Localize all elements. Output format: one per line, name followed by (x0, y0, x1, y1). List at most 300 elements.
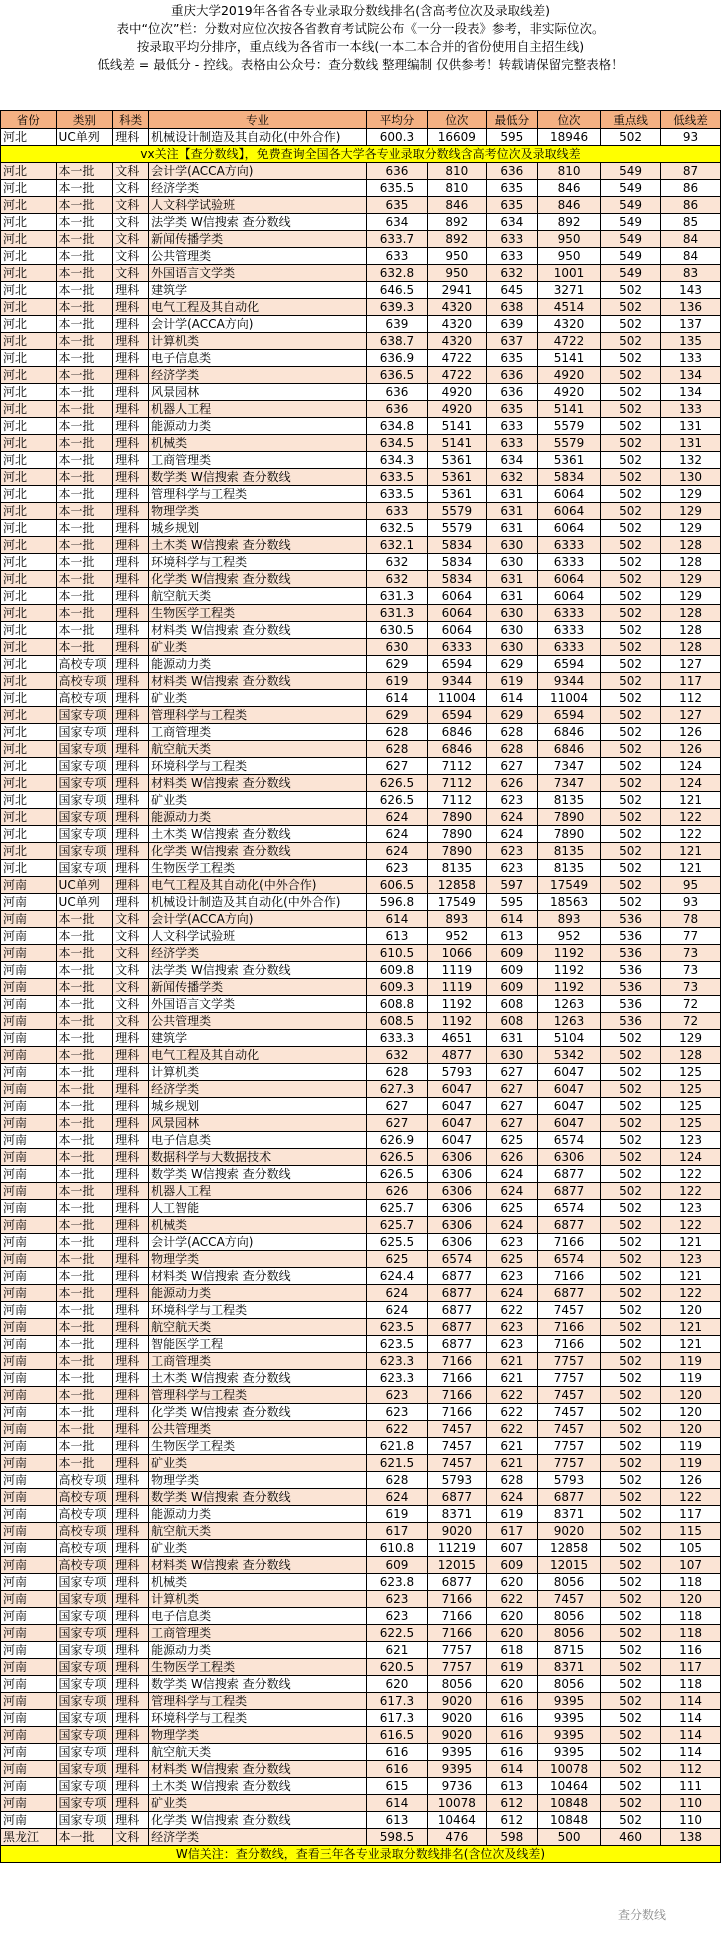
cell-diff: 120 (661, 1387, 721, 1404)
cell-avg-score: 600.3 (366, 129, 427, 146)
cell-category: 本一批 (56, 622, 113, 639)
cell-min-rank: 7457 (537, 1591, 600, 1608)
cell-track: 理科 (113, 1744, 149, 1761)
cell-min-rank: 4320 (537, 316, 600, 333)
cell-category: 本一批 (56, 1234, 113, 1251)
cell-key-line: 502 (601, 1795, 661, 1812)
cell-min-rank: 500 (537, 1829, 600, 1846)
cell-major: 机械类 (149, 435, 367, 452)
cell-avg-rank: 7757 (427, 1642, 486, 1659)
table-row (1, 1251, 721, 1268)
cell-key-line: 502 (601, 435, 661, 452)
cell-track: 理科 (113, 860, 149, 877)
col-category: 类别 (56, 111, 113, 129)
cell-avg-rank: 17549 (427, 894, 486, 911)
cell-province: 河北 (1, 316, 57, 333)
cell-avg-rank: 6306 (427, 1166, 486, 1183)
cell-avg-score: 622 (366, 1421, 427, 1438)
cell-avg-score: 596.8 (366, 894, 427, 911)
cell-key-line: 502 (601, 1336, 661, 1353)
cell-province: 河南 (1, 1608, 57, 1625)
table-row (1, 163, 721, 180)
cell-avg-rank: 6064 (427, 605, 486, 622)
cell-category: 高校专项 (56, 1557, 113, 1574)
cell-major: 电子信息类 (149, 350, 367, 367)
cell-key-line: 502 (601, 384, 661, 401)
cell-province: 河北 (1, 452, 57, 469)
table-row (1, 1047, 721, 1064)
cell-major: 经济学类 (149, 1829, 367, 1846)
cell-avg-rank: 5579 (427, 520, 486, 537)
cell-category: 本一批 (56, 911, 113, 928)
cell-min-score: 619 (486, 673, 537, 690)
cell-category: 本一批 (56, 1251, 113, 1268)
cell-major: 环境科学与工程类 (149, 1710, 367, 1727)
cell-province: 河南 (1, 1795, 57, 1812)
cell-avg-score: 629 (366, 656, 427, 673)
cell-min-rank: 893 (537, 911, 600, 928)
cell-avg-score: 636 (366, 384, 427, 401)
cell-avg-rank: 6877 (427, 1268, 486, 1285)
cell-category: 本一批 (56, 486, 113, 503)
cell-avg-score: 633.7 (366, 231, 427, 248)
cell-diff: 122 (661, 1183, 721, 1200)
cell-diff: 120 (661, 1591, 721, 1608)
cell-min-rank: 1001 (537, 265, 600, 282)
cell-track: 理科 (113, 1302, 149, 1319)
cell-province: 河南 (1, 1081, 57, 1098)
cell-track: 文科 (113, 962, 149, 979)
cell-track: 理科 (113, 1472, 149, 1489)
cell-diff: 131 (661, 418, 721, 435)
cell-track: 理科 (113, 1727, 149, 1744)
cell-category: 本一批 (56, 554, 113, 571)
cell-min-score: 624 (486, 1489, 537, 1506)
cell-category: 国家专项 (56, 1642, 113, 1659)
cell-avg-score: 617.3 (366, 1710, 427, 1727)
cell-diff: 114 (661, 1710, 721, 1727)
table-row (1, 1166, 721, 1183)
cell-avg-rank: 5579 (427, 503, 486, 520)
cell-key-line: 502 (601, 1557, 661, 1574)
cell-major: 化学类 W信搜索 查分数线 (149, 571, 367, 588)
cell-province: 河南 (1, 1557, 57, 1574)
cell-track: 理科 (113, 1149, 149, 1166)
cell-min-score: 633 (486, 248, 537, 265)
cell-major: 化学类 W信搜索 查分数线 (149, 1404, 367, 1421)
cell-category: 本一批 (56, 418, 113, 435)
cell-avg-rank: 6877 (427, 1319, 486, 1336)
cell-major: 化学类 W信搜索 查分数线 (149, 1812, 367, 1829)
cell-major: 土木类 W信搜索 查分数线 (149, 1370, 367, 1387)
cell-category: 本一批 (56, 537, 113, 554)
cell-avg-rank: 892 (427, 231, 486, 248)
cell-key-line: 502 (601, 707, 661, 724)
cell-major: 管理科学与工程类 (149, 486, 367, 503)
cell-major: 智能医学工程 (149, 1336, 367, 1353)
cell-avg-score: 628 (366, 741, 427, 758)
cell-min-rank: 7347 (537, 775, 600, 792)
cell-avg-score: 624 (366, 1302, 427, 1319)
table-row (1, 1642, 721, 1659)
table-row (1, 996, 721, 1013)
cell-key-line: 502 (601, 1387, 661, 1404)
table-row (1, 299, 721, 316)
cell-min-score: 629 (486, 656, 537, 673)
table-row (1, 180, 721, 197)
cell-category: 本一批 (56, 384, 113, 401)
cell-min-rank: 1192 (537, 962, 600, 979)
table-row (1, 1200, 721, 1217)
cell-key-line: 502 (601, 1183, 661, 1200)
cell-min-score: 634 (486, 214, 537, 231)
cell-avg-score: 621 (366, 1642, 427, 1659)
cell-major: 航空航天类 (149, 1319, 367, 1336)
cell-province: 河南 (1, 1574, 57, 1591)
cell-key-line: 502 (601, 1761, 661, 1778)
cell-key-line: 502 (601, 1540, 661, 1557)
cell-major: 矿业类 (149, 1540, 367, 1557)
cell-min-score: 620 (486, 1625, 537, 1642)
cell-major: 工商管理类 (149, 1625, 367, 1642)
cell-avg-score: 624 (366, 1489, 427, 1506)
cell-min-score: 624 (486, 1183, 537, 1200)
cell-avg-rank: 893 (427, 911, 486, 928)
cell-category: 国家专项 (56, 1710, 113, 1727)
cell-major: 机器人工程 (149, 401, 367, 418)
cell-province: 河南 (1, 1523, 57, 1540)
cell-province: 河北 (1, 384, 57, 401)
cell-province: 河南 (1, 1149, 57, 1166)
cell-min-score: 630 (486, 554, 537, 571)
cell-avg-score: 606.5 (366, 877, 427, 894)
cell-diff: 73 (661, 979, 721, 996)
cell-province: 河北 (1, 520, 57, 537)
cell-track: 理科 (113, 129, 149, 146)
cell-major: 材料类 W信搜索 查分数线 (149, 775, 367, 792)
cell-diff: 124 (661, 1149, 721, 1166)
cell-category: 本一批 (56, 1302, 113, 1319)
cell-avg-rank: 9020 (427, 1710, 486, 1727)
cell-province: 河北 (1, 843, 57, 860)
table-row (1, 1098, 721, 1115)
cell-major: 材料类 W信搜索 查分数线 (149, 622, 367, 639)
cell-track: 理科 (113, 1132, 149, 1149)
cell-province: 河北 (1, 537, 57, 554)
cell-avg-rank: 5834 (427, 554, 486, 571)
cell-min-score: 613 (486, 928, 537, 945)
cell-avg-rank: 6846 (427, 724, 486, 741)
cell-key-line: 502 (601, 503, 661, 520)
table-row (1, 707, 721, 724)
cell-major: 材料类 W信搜索 查分数线 (149, 673, 367, 690)
cell-track: 理科 (113, 554, 149, 571)
cell-diff: 118 (661, 1625, 721, 1642)
cell-key-line: 502 (601, 1268, 661, 1285)
cell-key-line: 536 (601, 979, 661, 996)
cell-min-rank: 5141 (537, 350, 600, 367)
cell-min-score: 623 (486, 792, 537, 809)
cell-avg-rank: 6047 (427, 1115, 486, 1132)
cell-avg-rank: 8371 (427, 1506, 486, 1523)
cell-major: 建筑学 (149, 282, 367, 299)
cell-key-line: 536 (601, 962, 661, 979)
cell-key-line: 549 (601, 197, 661, 214)
cell-track: 文科 (113, 928, 149, 945)
cell-category: 国家专项 (56, 1608, 113, 1625)
cell-avg-rank: 5141 (427, 418, 486, 435)
cell-province: 河南 (1, 1047, 57, 1064)
cell-avg-score: 626 (366, 1183, 427, 1200)
note-sort: 按录取平均分排序，重点线为各省市一本线(一本二本合并的省份使用自主招生线) (136, 39, 585, 54)
cell-min-rank: 6047 (537, 1098, 600, 1115)
cell-avg-rank: 6574 (427, 1251, 486, 1268)
cell-key-line: 502 (601, 571, 661, 588)
cell-diff: 122 (661, 1217, 721, 1234)
cell-avg-score: 623.5 (366, 1319, 427, 1336)
cell-min-score: 595 (486, 894, 537, 911)
cell-province: 河南 (1, 1285, 57, 1302)
cell-avg-score: 627 (366, 1115, 427, 1132)
cell-avg-rank: 4722 (427, 350, 486, 367)
cell-min-rank: 7457 (537, 1421, 600, 1438)
cell-key-line: 502 (601, 860, 661, 877)
cell-avg-score: 633 (366, 503, 427, 520)
cell-min-score: 623 (486, 843, 537, 860)
cell-key-line: 502 (601, 129, 661, 146)
cell-min-rank: 8056 (537, 1625, 600, 1642)
cell-key-line: 502 (601, 1455, 661, 1472)
cell-track: 理科 (113, 367, 149, 384)
cell-avg-score: 636 (366, 401, 427, 418)
cell-avg-score: 610.8 (366, 1540, 427, 1557)
cell-major: 电子信息类 (149, 1608, 367, 1625)
cell-min-score: 595 (486, 129, 537, 146)
cell-province: 河南 (1, 1506, 57, 1523)
table-row (1, 350, 721, 367)
cell-key-line: 502 (601, 622, 661, 639)
cell-min-rank: 6064 (537, 588, 600, 605)
cell-avg-score: 624 (366, 1285, 427, 1302)
cell-track: 理科 (113, 758, 149, 775)
cell-category: 国家专项 (56, 860, 113, 877)
cell-key-line: 502 (601, 1081, 661, 1098)
cell-avg-score: 639 (366, 316, 427, 333)
cell-diff: 126 (661, 724, 721, 741)
cell-track: 理科 (113, 707, 149, 724)
cell-min-rank: 8056 (537, 1608, 600, 1625)
cell-key-line: 502 (601, 1200, 661, 1217)
cell-min-rank: 7457 (537, 1302, 600, 1319)
cell-avg-rank: 4320 (427, 316, 486, 333)
cell-track: 理科 (113, 1353, 149, 1370)
cell-province: 河南 (1, 1472, 57, 1489)
cell-major: 人文科学试验班 (149, 197, 367, 214)
cell-diff: 122 (661, 826, 721, 843)
cell-province: 河南 (1, 1761, 57, 1778)
cell-min-rank: 5141 (537, 401, 600, 418)
cell-min-rank: 8135 (537, 860, 600, 877)
cell-avg-score: 626.5 (366, 1166, 427, 1183)
cell-key-line: 502 (601, 452, 661, 469)
cell-avg-rank: 7166 (427, 1353, 486, 1370)
cell-key-line: 502 (601, 1234, 661, 1251)
cell-avg-score: 614 (366, 1795, 427, 1812)
cell-province: 河南 (1, 1098, 57, 1115)
cell-track: 文科 (113, 945, 149, 962)
table-row (1, 775, 721, 792)
cell-key-line: 502 (601, 1404, 661, 1421)
cell-avg-score: 613 (366, 928, 427, 945)
cell-category: 本一批 (56, 469, 113, 486)
cell-avg-score: 610.5 (366, 945, 427, 962)
cell-major: 矿业类 (149, 1795, 367, 1812)
cell-avg-rank: 5793 (427, 1064, 486, 1081)
cell-avg-rank: 7166 (427, 1404, 486, 1421)
cell-category: UC单列 (56, 894, 113, 911)
cell-province: 河南 (1, 1132, 57, 1149)
cell-key-line: 549 (601, 214, 661, 231)
cell-province: 河南 (1, 1591, 57, 1608)
cell-avg-rank: 5361 (427, 469, 486, 486)
cell-track: 理科 (113, 316, 149, 333)
cell-major: 数学类 W信搜索 查分数线 (149, 1676, 367, 1693)
cell-major: 物理学类 (149, 1472, 367, 1489)
cell-track: 理科 (113, 894, 149, 911)
cell-key-line: 536 (601, 911, 661, 928)
table-row (1, 214, 721, 231)
cell-track: 文科 (113, 214, 149, 231)
cell-min-score: 619 (486, 1659, 537, 1676)
cell-track: 理科 (113, 673, 149, 690)
promo-banner-row (1, 146, 721, 163)
cell-avg-score: 629 (366, 707, 427, 724)
cell-track: 理科 (113, 877, 149, 894)
cell-province: 河南 (1, 1115, 57, 1132)
cell-diff: 72 (661, 996, 721, 1013)
cell-min-score: 624 (486, 809, 537, 826)
table-row (1, 1438, 721, 1455)
cell-diff: 112 (661, 1761, 721, 1778)
cell-avg-score: 626.5 (366, 792, 427, 809)
cell-diff: 126 (661, 1472, 721, 1489)
cell-province: 河北 (1, 418, 57, 435)
table-row (1, 1455, 721, 1472)
cell-avg-score: 608.5 (366, 1013, 427, 1030)
table-row (1, 554, 721, 571)
col-min-rank: 位次 (537, 111, 600, 129)
cell-key-line: 502 (601, 605, 661, 622)
cell-major: 物理学类 (149, 1727, 367, 1744)
cell-major: 城乡规划 (149, 520, 367, 537)
cell-province: 河北 (1, 350, 57, 367)
cell-diff: 128 (661, 537, 721, 554)
cell-avg-rank: 9020 (427, 1523, 486, 1540)
cell-diff: 105 (661, 1540, 721, 1557)
cell-avg-score: 623.3 (366, 1353, 427, 1370)
cell-category: 本一批 (56, 197, 113, 214)
cell-avg-rank: 5834 (427, 537, 486, 554)
cell-province: 河北 (1, 809, 57, 826)
cell-major: 电气工程及其自动化 (149, 1047, 367, 1064)
cell-avg-score: 619 (366, 673, 427, 690)
cell-province: 河南 (1, 1404, 57, 1421)
cell-category: 本一批 (56, 435, 113, 452)
cell-diff: 125 (661, 1098, 721, 1115)
cell-province: 河南 (1, 1455, 57, 1472)
cell-avg-rank: 5793 (427, 1472, 486, 1489)
cell-major: 环境科学与工程类 (149, 1302, 367, 1319)
cell-avg-rank: 10078 (427, 1795, 486, 1812)
cell-track: 理科 (113, 520, 149, 537)
cell-min-rank: 6877 (537, 1285, 600, 1302)
cell-min-rank: 6574 (537, 1251, 600, 1268)
cell-diff: 138 (661, 1829, 721, 1846)
cell-min-rank: 1263 (537, 1013, 600, 1030)
cell-track: 理科 (113, 1115, 149, 1132)
cell-min-rank: 6846 (537, 724, 600, 741)
cell-track: 理科 (113, 1064, 149, 1081)
cell-major: 公共管理类 (149, 1421, 367, 1438)
cell-province: 河北 (1, 622, 57, 639)
cell-province: 河北 (1, 197, 57, 214)
cell-avg-score: 632 (366, 1047, 427, 1064)
title: 重庆大学2019年各省各专业录取分数线排名(含高考位次及录取线差) (170, 3, 551, 18)
table-row (1, 1795, 721, 1812)
table-row (1, 265, 721, 282)
cell-province: 河南 (1, 1693, 57, 1710)
table-row (1, 1030, 721, 1047)
cell-avg-rank: 4722 (427, 367, 486, 384)
cell-avg-rank: 6047 (427, 1098, 486, 1115)
cell-diff: 83 (661, 265, 721, 282)
cell-avg-score: 634.5 (366, 435, 427, 452)
cell-min-score: 636 (486, 367, 537, 384)
cell-avg-score: 623 (366, 1387, 427, 1404)
cell-major: 机器人工程 (149, 1183, 367, 1200)
cell-key-line: 502 (601, 1064, 661, 1081)
cell-diff: 124 (661, 775, 721, 792)
watermark: 查分数线 (618, 1908, 667, 1922)
cell-category: 本一批 (56, 1319, 113, 1336)
cell-min-score: 624 (486, 1285, 537, 1302)
cell-avg-score: 633.5 (366, 469, 427, 486)
cell-diff: 128 (661, 605, 721, 622)
promo-banner-row (1, 1846, 721, 1863)
cell-track: 理科 (113, 639, 149, 656)
cell-min-score: 633 (486, 418, 537, 435)
cell-province: 河北 (1, 503, 57, 520)
cell-min-rank: 9344 (537, 673, 600, 690)
cell-category: UC单列 (56, 877, 113, 894)
cell-avg-rank: 950 (427, 248, 486, 265)
cell-min-score: 621 (486, 1455, 537, 1472)
cell-major: 经济学类 (149, 1081, 367, 1098)
cell-track: 理科 (113, 1200, 149, 1217)
cell-province: 河南 (1, 1200, 57, 1217)
col-min-score: 最低分 (486, 111, 537, 129)
col-province: 省份 (1, 111, 57, 129)
cell-track: 理科 (113, 724, 149, 741)
table-row (1, 129, 721, 146)
cell-province: 河南 (1, 894, 57, 911)
cell-diff: 114 (661, 1693, 721, 1710)
cell-major: 外国语言文学类 (149, 265, 367, 282)
cell-min-rank: 4920 (537, 384, 600, 401)
cell-track: 理科 (113, 1489, 149, 1506)
cell-avg-rank: 6594 (427, 656, 486, 673)
cell-province: 河南 (1, 877, 57, 894)
